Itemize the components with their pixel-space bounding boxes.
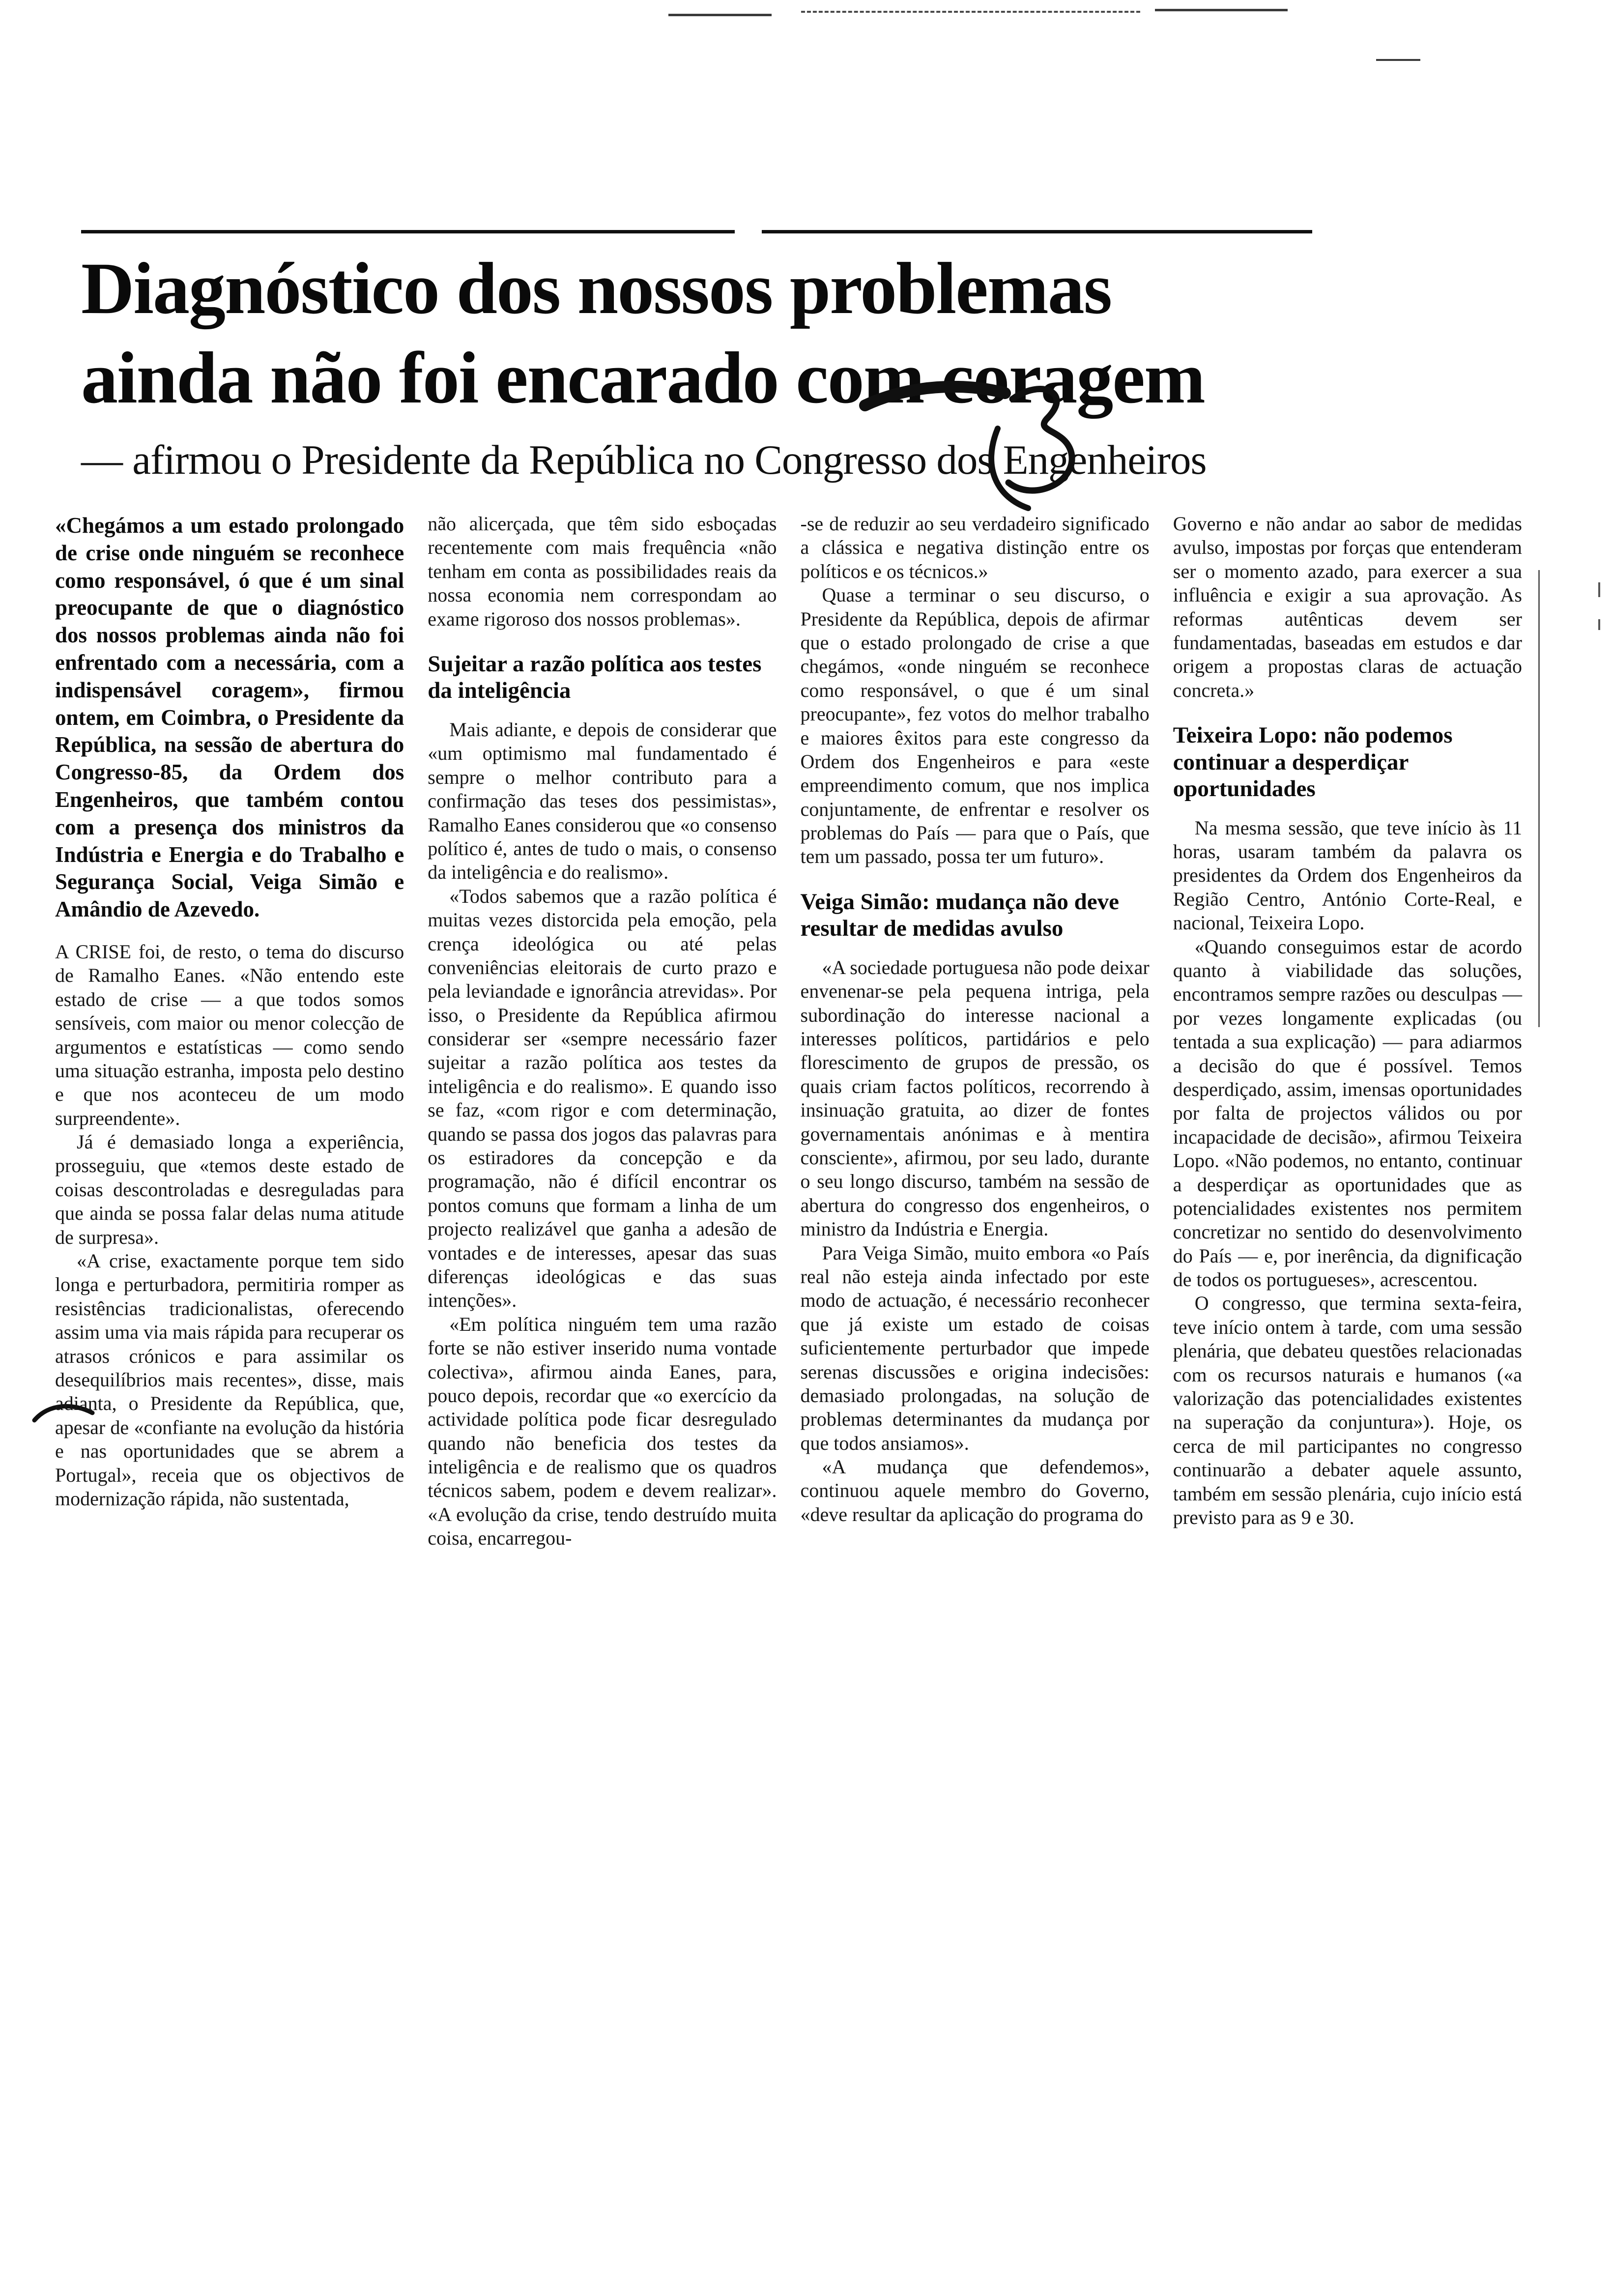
body-paragraph: «A crise, exactamente porque tem sido longa e perturbadora, permitiria romper as resistências tradicionalistas, oferecendo assim uma via mais rápida para recuperar os atrasos crónicos e para assimilar os desequilíbrios mais recentes», disse, mais adianta, o Presidente da República, que, apesar de «confiante na evolução da história e nas oportunidades que se abrem a Portugal», receia que os objectivos de modernização rápida, não sustentada,: [55, 1250, 404, 1510]
body-paragraph: «A mudança que defendemos», continuou aquele membro do Governo, «deve resultar da aplicação do programa do: [800, 1456, 1150, 1525]
body-paragraph: não alicerçada, que têm sido esboçadas recentemente com mais frequência «não tenham em conta as possibilidades reais da nossa economia nem correspondam ao exame rigoroso dos nossos problemas».: [428, 513, 777, 630]
scan-artifact-dashed-line: [801, 11, 1140, 13]
article-column-4: [1173, 512, 1522, 1550]
subhead-sujeitar-razao-politica: Sujeitar a razão política aos testes da inteligência: [428, 651, 762, 704]
subhead-teixeira-lopo: Teixeira Lopo: não podemos continuar a desperdiçar oportunidades: [1173, 722, 1453, 802]
body-paragraph: Para Veiga Simão, muito embora «o País real não esteja ainda infectado por este modo de actuação, é necessário reconhecer que já existe um estado de coisas suficientemente perturbador que impede serenas discussões e origina indecisões: demasiado prolongadas, na solução de problemas determinantes da mudança por que todos ansiamos».: [800, 1241, 1150, 1454]
article-header: [81, 230, 1516, 484]
headline-line-1: Diagnóstico dos nossos problemas: [81, 248, 1112, 329]
body-paragraph: -se de reduzir ao seu verdadeiro significado a clássica e negativa distinção entre os políticos e os técnicos.»: [800, 513, 1150, 582]
headline-line-2: ainda não foi encarado com coragem: [81, 337, 1205, 419]
body-paragraph: «Quando conseguimos estar de acordo quanto à viabilidade das soluções, encontramos sempre razões ou desculpas — por vezes longamente explicadas (ou tentada a sua explicação) — para adiarmos a decisão do que é possível. Temos desperdiçado, assim, imensas oportunidades por falta de projectos válidos ou por incapacidade de decisão», afirmou Teixeira Lopo. «Não podemos, no entanto, continuar a desperdiçar as oportunidades que as potencialidades existentes nos permitem concretizar no sentido do desenvolvimento do País — e, por inerência, da dignificação de todos os portugueses», acrescentou.: [1173, 935, 1522, 1291]
body-paragraph: Já é demasiado longa a experiência, prosseguiu, que «temos deste estado de coisas descontroladas e desreguladas para que ainda se possa falar delas numa atitude de surpresa».: [55, 1131, 404, 1248]
scan-artifact-tick: [1598, 582, 1600, 597]
headline: [81, 244, 1516, 423]
body-paragraph: Quase a terminar o seu discurso, o Presidente da República, depois de afirmar que o estado prolongado de crise a que chegámos, «onde ninguém se reconhece como responsável, o que é um sinal preocupante», fez votos do melhor trabalho e maiores êxitos para este congresso da Ordem dos Engenheiros e para «este empreendimento comum, que nos implica conjuntamente, de enfrentar e resolver os problemas do País — para que o País, que tem um passado, possa ter um futuro».: [800, 584, 1150, 868]
body-paragraph: «Todos sabemos que a razão política é muitas vezes distorcida pela emoção, pela crença ideológica ou até pelas conveniências eleitorais de curto prazo e pela leviandade e ignorância atrevidas». Por isso, o Presidente da República afirmou considerar ser «sempre necessário fazer sujeitar a razão política aos testes da inteligência e do realismo». E quando isso se faz, «com rigor e com determinação, quando se passa dos jogos das palavras para os estiradores da concepção e da programação, não é difícil encontrar os pontos comuns que formam a linha de um projecto realizável que ganha a adesão de vontades e de interesses, apesar das suas diferenças ideológicas e das suas intenções».: [428, 885, 777, 1312]
body-paragraph: Mais adiante, e depois de considerar que «um optimismo mal fundamentado é sempre o melhor contributo para a confirmação das teses dos pessimistas», Ramalho Eanes considerou que «o consenso político é, antes de tudo o mais, o consenso da inteligência e do realismo».: [428, 718, 777, 884]
article-column-3: [801, 512, 1150, 1550]
scan-artifact-line: [1376, 59, 1420, 61]
scan-artifact-line: [1155, 9, 1288, 11]
scan-artifact-tick: [1598, 619, 1600, 630]
body-paragraph: A CRISE foi, de resto, o tema do discurso de Ramalho Eanes. «Não entendo este estado de crise — a que todos somos sensíveis, com maior ou menor colecção de argumentos e estatísticas — como sendo uma situação estranha, imposta pelo destino e que nos aconteceu de um modo surpreendente».: [55, 940, 404, 1129]
body-paragraph: Governo e não andar ao sabor de medidas avulso, impostas por forças que entenderam ser o momento azado, para exercer a sua influência e exigir a sua aprovação. As reformas autênticas devem ser fundamentadas, baseadas em estudos e dar origem a propostas claras de actuação concreta.»: [1173, 513, 1522, 701]
body-paragraph: «A sociedade portuguesa não pode deixar envenenar-se pela pequena intriga, pela subordinação do interesse nacional a interesses políticos, partidários e pelo florescimento de grupos de pressão, os quais criam factos políticos, recorrendo à insinuação gratuita, ao dizer de fontes governamentais anónimas e à mentira consciente», afirmou, por seu lado, durante o seu longo discurso, também na sessão de abertura do congresso dos engenheiros, o ministro da Indústria e Energia.: [800, 956, 1150, 1240]
article-column-1: [55, 512, 404, 1550]
headline-rule: [81, 230, 1516, 233]
lead-paragraph: «Chegámos a um estado prolongado de crise onde ninguém se reconhece como responsável, ó que é um sinal preocupante de que o diagnóstico dos nossos problemas ainda não foi enfrentado com a necessária, com a indispensável coragem», firmou ontem, em Coimbra, o Presidente da República, na sessão de abertura do Congresso-85, da Ordem dos Engenheiros, que também contou com a presença dos ministros da Indústria e Energia e do Trabalho e Segurança Social, Veiga Simão e Amândio de Azevedo.: [55, 513, 404, 922]
article-column-2: [428, 512, 777, 1550]
article-columns: [55, 512, 1522, 1550]
scan-artifact-vertical-line: [1538, 570, 1540, 1027]
subheadline: — afirmou o Presidente da República no Congresso dos Engenheiros: [81, 437, 1207, 483]
body-paragraph: O congresso, que termina sexta-feira, teve início ontem à tarde, com uma sessão plenária, que debateu questões relacionadas com os recursos naturais e humanos («a valorização das potencialidades existentes na superação da conjuntura»). Hoje, os cerca de mil participantes no congresso continuarão a debater aquele assunto, também em sessão plenária, cujo início está previsto para as 9 e 30.: [1173, 1292, 1522, 1528]
subhead-veiga-simao: Veiga Simão: mudança não deve resultar de medidas avulso: [800, 889, 1119, 942]
body-paragraph: «Em política ninguém tem uma razão forte se não estiver inserido numa vontade colectiva», afirmou ainda Eanes, para, pouco depois, recordar que «o exercício da actividade política pode ficar desregulado quando não beneficia dos testes da inteligência e de realismo que os quadros técnicos sabem, podem e devem realizar». «A evolução da crise, tendo destruído muita coisa, encarregou-: [428, 1313, 777, 1550]
scan-artifact-line: [668, 14, 772, 16]
body-paragraph: Na mesma sessão, que teve início às 11 horas, usaram também da palavra os presidentes da Ordem dos Engenheiros da Região Centro, António Corte-Real, e nacional, Teixeira Lopo.: [1173, 816, 1522, 934]
